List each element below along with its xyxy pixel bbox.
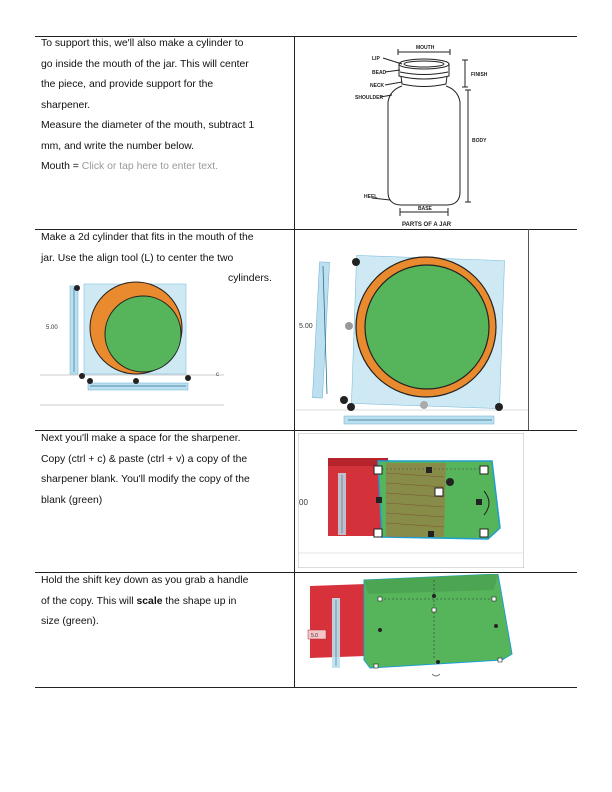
sharpener-copy-figure: [298, 433, 524, 568]
mouth-entry: [41, 157, 291, 178]
text-line: mm, and write the number below.: [41, 140, 195, 152]
mouth-input-placeholder[interactable]: Click or tap here to enter text.: [81, 161, 219, 172]
jar-label-heel: HEEL: [364, 194, 378, 200]
jar-label-mouth: MOUTH: [416, 45, 435, 51]
row3-dimension-label: 00: [299, 498, 308, 507]
text-line: go inside the mouth of the jar. This will center: [41, 58, 249, 70]
small-dimension-label: 5.00: [46, 325, 58, 331]
scale-copy-figure: [298, 574, 528, 684]
row3-text: [41, 429, 291, 511]
text-line: sharpener.: [41, 99, 91, 111]
jar-label-shoulder: SHOULDER: [355, 95, 384, 101]
row2-tail-text: cylinders.: [228, 273, 272, 284]
table-border-bottom: [35, 687, 577, 688]
text-line: the piece, and provide support for the: [41, 79, 214, 90]
jar-label-body: BODY: [472, 138, 487, 144]
jar-label-bead: BEAD: [372, 70, 387, 76]
axis-glyph: c: [216, 372, 219, 378]
text-line: To support this, we'll also make a cylinder to: [41, 38, 244, 49]
jar-diagram: [350, 42, 500, 228]
text-line: blank (green): [41, 494, 103, 506]
large-cylinder-figure: [296, 232, 528, 429]
text-line: Measure the diameter of the mouth, subtract 1: [41, 120, 255, 131]
text-line: jar. Use the align tool (L) to center the two: [41, 252, 234, 264]
scale-emphasis: scale: [136, 595, 163, 607]
text-line: Hold the shift key down as you grab a handle: [41, 575, 249, 586]
large-dimension-label: 5.00: [299, 323, 313, 330]
jar-label-lip: LIP: [372, 56, 380, 62]
text-line: size (green).: [41, 616, 99, 627]
jar-label-neck: NECK: [370, 83, 385, 89]
text-line: Next you'll make a space for the sharpener.: [41, 433, 241, 444]
jar-label-finish: FINISH: [471, 72, 488, 78]
figure-frame-right: [528, 229, 529, 430]
text-line: of the copy. This will scale the shape up in: [41, 595, 237, 607]
row1-text: [41, 34, 291, 178]
row4-text: [41, 571, 291, 633]
row2-text: [41, 228, 291, 269]
table-border-middle: [294, 36, 295, 687]
small-cylinder-figure: [40, 278, 224, 406]
jar-label-base: BASE: [418, 206, 432, 212]
mouth-label: Mouth =: [41, 161, 82, 172]
text-line: Copy (ctrl + c) & paste (ctrl + v) a copy of the: [41, 453, 248, 465]
text-line: sharpener blank. You'll modify the copy of the: [41, 474, 250, 485]
scale-tag-label: 5.0: [311, 633, 318, 639]
text-line: Make a 2d cylinder that fits in the mouth of the: [41, 232, 254, 243]
jar-caption: PARTS OF A JAR: [402, 222, 452, 228]
